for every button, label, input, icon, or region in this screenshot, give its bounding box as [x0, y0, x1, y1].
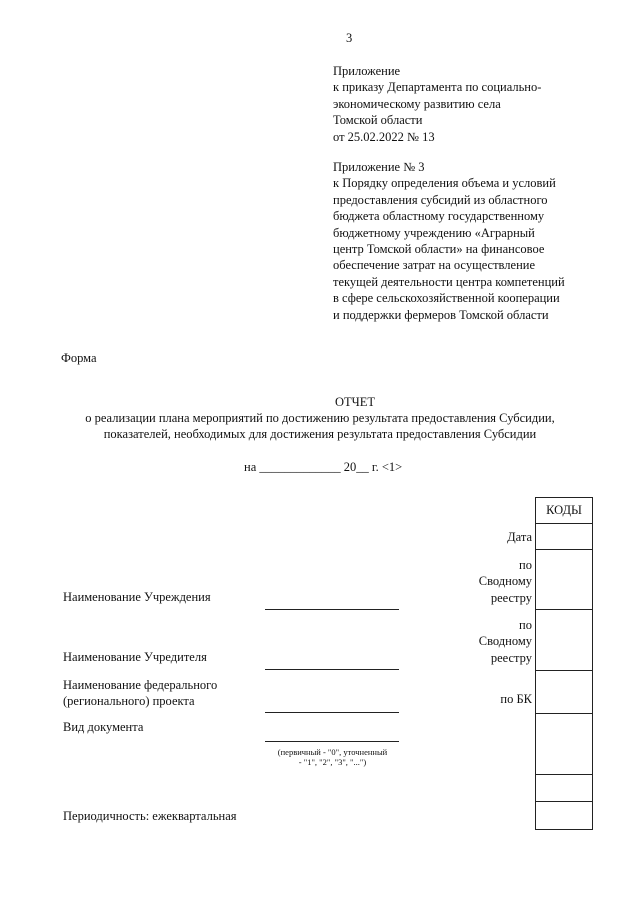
appendix-line: от 25.02.2022 № 13: [333, 129, 435, 144]
appendix3-block: [333, 159, 565, 323]
institution-input-line[interactable]: [265, 609, 399, 610]
appendix-block: [333, 63, 541, 145]
code-cell-svod2[interactable]: [535, 609, 593, 671]
appendix3-line: Приложение № 3: [333, 160, 425, 174]
bk-label: по БК: [500, 692, 532, 706]
svod1-line: по: [519, 558, 532, 572]
codes-header-cell: [535, 497, 593, 524]
page-number: 3: [346, 31, 353, 45]
appendix3-line: и поддержки фермеров Томской области: [333, 307, 549, 322]
form-label: Форма: [61, 351, 97, 365]
svod1-label: [440, 557, 532, 606]
founder-label: Наименование Учредителя: [63, 650, 207, 664]
appendix3-line: обеспечение затрат на осуществление: [333, 258, 536, 273]
doc-type-hint-line: - "1", "2", "3", "..."): [298, 757, 367, 767]
appendix3-line: бюджетному учреждению «Аграрный: [333, 225, 535, 240]
project-label-line: Наименование федерального: [63, 678, 218, 692]
project-label-line: (регионального) проекта: [63, 694, 195, 709]
svod1-line: реестру: [490, 590, 532, 605]
codes-header: КОДЫ: [546, 503, 582, 517]
code-cell-bk[interactable]: [535, 670, 593, 714]
svod2-label: [440, 617, 532, 666]
svod2-line: реестру: [490, 650, 532, 665]
code-cell-svod1[interactable]: [535, 549, 593, 610]
svod2-line: Сводному: [478, 634, 532, 649]
report-title: ОТЧЕТ: [334, 395, 376, 409]
doc-type-hint-line: (первичный - "0", уточненный: [277, 747, 388, 757]
doc-type-hint: [255, 747, 410, 767]
code-cell-blank[interactable]: [535, 774, 593, 802]
appendix3-line: к Порядку определения объема и условий: [333, 176, 556, 191]
institution-label: Наименование Учреждения: [63, 590, 211, 604]
founder-input-line[interactable]: [265, 669, 399, 670]
appendix-line: Томской области: [333, 113, 423, 128]
appendix3-line: предоставления субсидий из областного: [333, 192, 548, 207]
appendix3-line: бюджета областному государственному: [333, 209, 545, 224]
doc-type-label: Вид документа: [63, 720, 144, 734]
report-date-line: на _____________ 20__ г. <1>: [244, 460, 403, 474]
svod1-line: Сводному: [478, 574, 532, 589]
appendix-line: к приказу Департамента по социально-: [333, 80, 542, 95]
code-cell-doc-type[interactable]: [535, 713, 593, 775]
appendix-line: экономическому развитию села: [333, 96, 501, 111]
report-subtitle-1: о реализации плана мероприятий по достижению результата предоставления Субсидии,: [85, 411, 555, 425]
code-cell-date[interactable]: [535, 523, 593, 550]
appendix3-line: центр Томской области» на финансовое: [333, 242, 545, 257]
appendix3-line: в сфере сельскохозяйственной кооперации: [333, 291, 560, 306]
project-label: [63, 677, 217, 710]
appendix-line: Приложение: [333, 64, 401, 78]
appendix3-line: текущей деятельности центра компетенций: [333, 274, 565, 289]
svod2-line: по: [519, 618, 532, 632]
project-input-line[interactable]: [265, 712, 399, 713]
doc-type-input-line[interactable]: [265, 741, 399, 742]
report-subtitle-2: показателей, необходимых для достижения результата предоставления Субсидии: [103, 427, 537, 441]
periodicity-label: Периодичность: ежеквартальная: [63, 809, 237, 823]
date-label: Дата: [507, 530, 532, 544]
code-cell-periodicity[interactable]: [535, 801, 593, 830]
